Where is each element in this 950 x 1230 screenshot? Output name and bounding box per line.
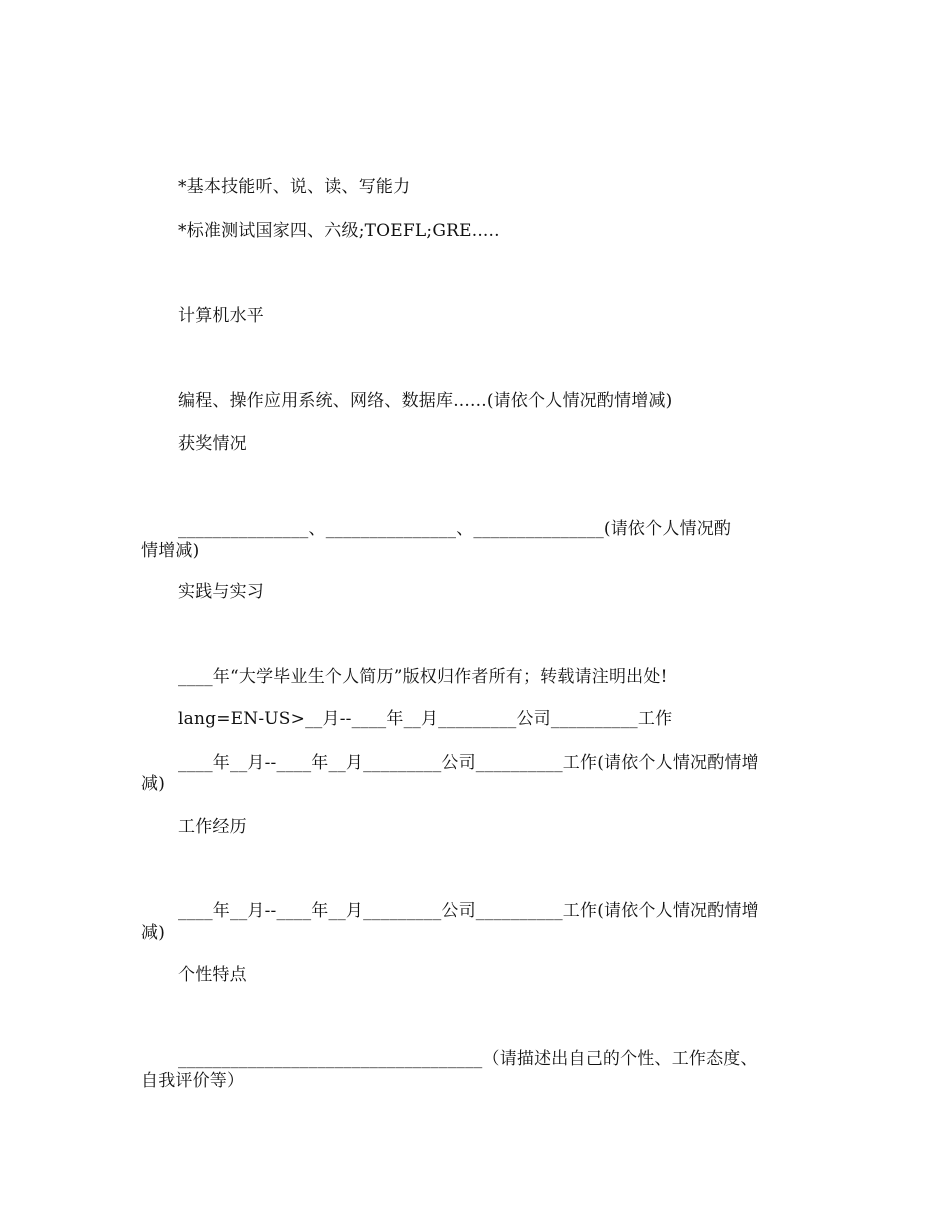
section-heading-practice: 实践与实习 (178, 582, 264, 602)
awards-line: _______________、_______________、_______________(请依个人情况酌 (178, 519, 732, 539)
computer-skills-line: 编程、操作应用系统、网络、数据库......(请依个人情况酌情增减) (178, 391, 673, 411)
work-entry-line-continued: 减) (141, 923, 166, 943)
copyright-line: ____年“大学毕业生个人简历”版权归作者所有；转载请注明出处! (178, 667, 668, 687)
work-entry-line: ____年__月--____年__月_________公司__________工作(请依个人情况酌情增 (178, 901, 759, 921)
section-heading-awards: 获奖情况 (178, 434, 247, 454)
practice-entry-line-2-continued: 减) (141, 774, 166, 794)
section-heading-work: 工作经历 (178, 817, 247, 837)
section-heading-computer: 计算机水平 (178, 306, 264, 326)
practice-entry-line-2: ____年__月--____年__月_________公司__________工作(请依个人情况酌情增 (178, 753, 759, 773)
awards-line-continued: 情增减) (141, 541, 200, 561)
practice-entry-line: lang=EN-US>__月--____年__月_________公司__________工作 (178, 709, 673, 729)
section-heading-personality: 个性特点 (178, 965, 247, 985)
personality-line: ___________________________________（请描述出自己的个性、工作态度、 (178, 1049, 758, 1069)
personality-line-continued: 自我评价等） (141, 1071, 245, 1091)
skill-basic-line: *基本技能听、说、读、写能力 (178, 177, 411, 197)
skill-test-line: *标准测试国家四、六级;TOEFL;GRE..... (178, 221, 500, 241)
